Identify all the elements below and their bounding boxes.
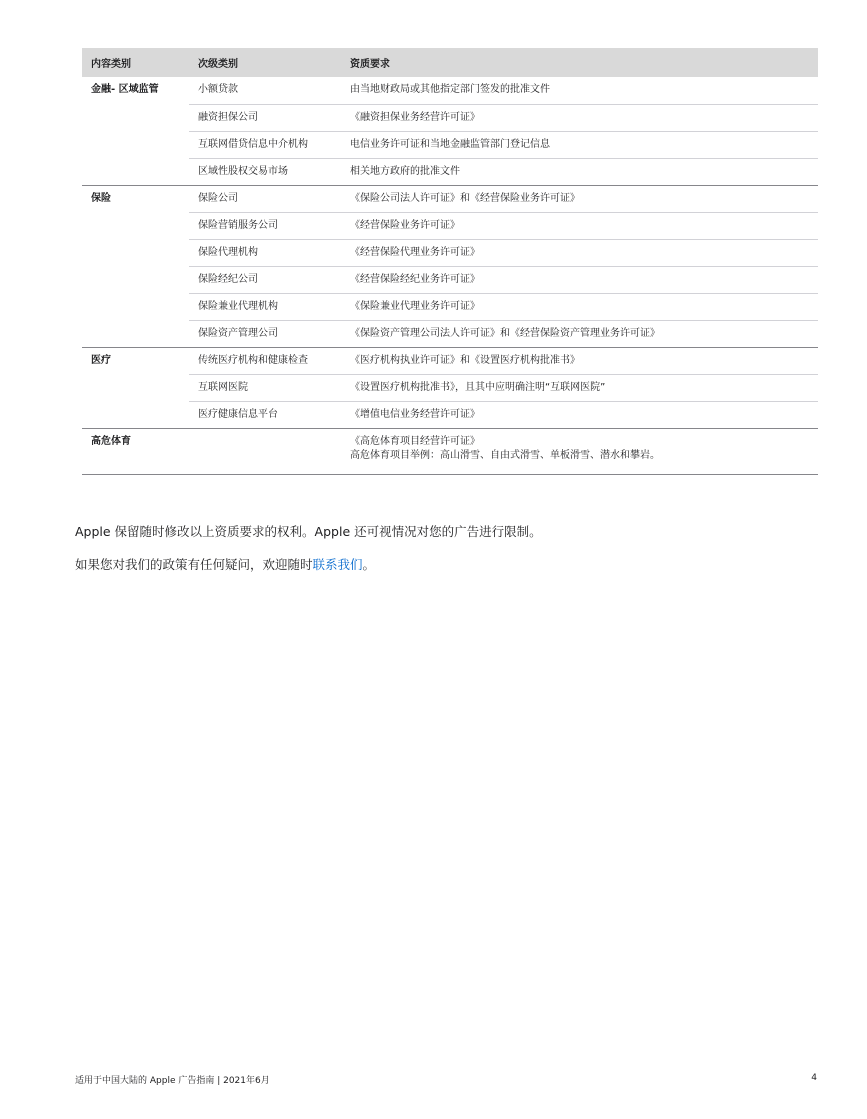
table-body	[82, 77, 818, 474]
table-row	[82, 185, 818, 212]
table-row	[82, 347, 818, 374]
requirement-cell: 由当地财政局或其他指定部门签发的批准文件	[341, 77, 818, 104]
qualification-table	[82, 48, 818, 475]
table-row	[82, 239, 818, 266]
subcategory-cell: 保险营销服务公司	[189, 212, 341, 239]
requirement-cell: 《保险公司法人许可证》和《经营保险业务许可证》	[341, 185, 818, 212]
requirement-line: 《高危体育项目经营许可证》	[350, 435, 480, 447]
subcategory-cell	[189, 428, 341, 474]
requirement-example-line: 高危体育项目举例：高山滑雪、自由式滑雪、单板滑雪、潜水和攀岩。	[350, 449, 660, 461]
table-row	[82, 374, 818, 401]
modification-notice: Apple 保留随时修改以上资质要求的权利。Apple 还可视情况对您的广告进行限制。	[75, 524, 542, 539]
requirement-cell: 《医疗机构执业许可证》和《设置医疗机构批准书》	[341, 347, 818, 374]
requirement-cell: 《设置医疗机构批准书》，且其中应明确注明“互联网医院”	[341, 374, 818, 401]
requirement-cell: 相关地方政府的批准文件	[341, 158, 818, 185]
page-number: 4	[811, 1073, 817, 1083]
policy-notes	[75, 521, 795, 587]
table-row	[82, 293, 818, 320]
contact-notice-end: 。	[362, 557, 376, 572]
subcategory-cell: 保险兼业代理机构	[189, 293, 341, 320]
subcategory-cell: 区域性股权交易市场	[189, 158, 341, 185]
subcategory-cell: 融资担保公司	[189, 104, 341, 131]
contact-notice	[75, 554, 795, 587]
table-row	[82, 401, 818, 428]
requirement-cell: 《保险兼业代理业务许可证》	[341, 293, 818, 320]
subcategory-cell: 保险资产管理公司	[189, 320, 341, 347]
header-qualification: 资质要求	[341, 48, 818, 77]
table-row	[82, 77, 818, 104]
requirement-cell	[341, 428, 818, 474]
contact-us-link[interactable]: 联系我们	[312, 557, 363, 572]
subcategory-cell: 互联网借贷信息中介机构	[189, 131, 341, 158]
table-row	[82, 320, 818, 347]
table-row	[82, 212, 818, 239]
requirement-cell: 《经营保险经纪业务许可证》	[341, 266, 818, 293]
requirement-cell: 电信业务许可证和当地金融监管部门登记信息	[341, 131, 818, 158]
header-subcategory: 次级类别	[189, 48, 341, 77]
subcategory-cell: 保险代理机构	[189, 239, 341, 266]
footer-title: 适用于中国大陆的 Apple 广告指南 | 2021年6月	[75, 1076, 270, 1086]
table-row	[82, 131, 818, 158]
category-cell: 医疗	[82, 347, 189, 428]
table-row	[82, 104, 818, 131]
subcategory-cell: 医疗健康信息平台	[189, 401, 341, 428]
category-cell: 高危体育	[82, 428, 189, 474]
subcategory-cell: 互联网医院	[189, 374, 341, 401]
category-cell: 保险	[82, 185, 189, 347]
subcategory-cell: 保险经纪公司	[189, 266, 341, 293]
table-row	[82, 266, 818, 293]
category-cell: 金融- 区域监管	[82, 77, 189, 185]
requirement-cell: 《融资担保业务经营许可证》	[341, 104, 818, 131]
header-content-category: 内容类别	[82, 48, 189, 77]
subcategory-cell: 小额贷款	[189, 77, 341, 104]
table-header-row	[82, 48, 818, 77]
requirement-cell: 《增值电信业务经营许可证》	[341, 401, 818, 428]
requirement-cell: 《保险资产管理公司法人许可证》和《经营保险资产管理业务许可证》	[341, 320, 818, 347]
requirement-cell: 《经营保险业务许可证》	[341, 212, 818, 239]
subcategory-cell: 保险公司	[189, 185, 341, 212]
table-row	[82, 158, 818, 185]
table-row	[82, 428, 818, 474]
requirement-cell: 《经营保险代理业务许可证》	[341, 239, 818, 266]
contact-notice-text: 如果您对我们的政策有任何疑问，欢迎随时	[75, 557, 313, 572]
subcategory-cell: 传统医疗机构和健康检查	[189, 347, 341, 374]
